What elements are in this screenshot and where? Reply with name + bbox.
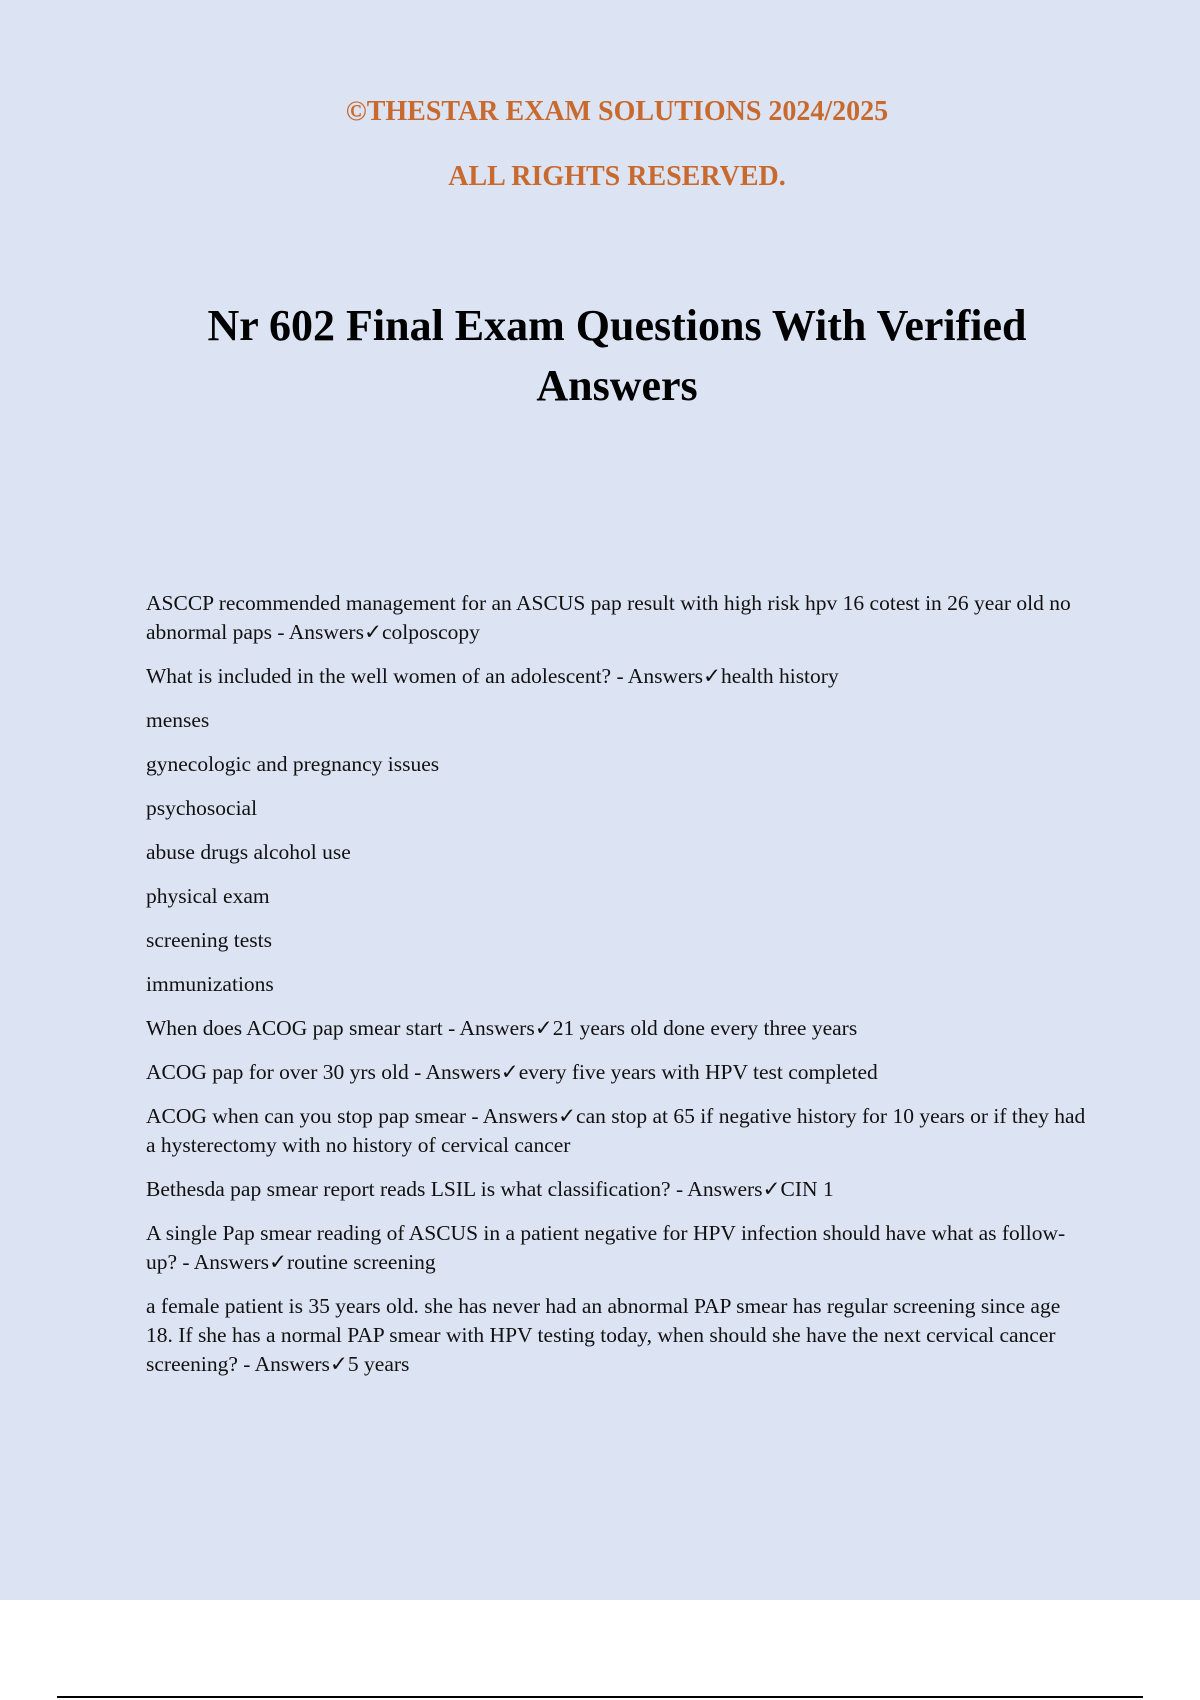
rights-reserved-line: ALL RIGHTS RESERVED. xyxy=(448,161,786,192)
list-item: psychosocial xyxy=(146,796,258,820)
copyright-line: ©THESTAR EXAM SOLUTIONS 2024/2025 xyxy=(345,96,889,127)
list-item: menses xyxy=(146,708,210,732)
footer-divider xyxy=(57,1696,1143,1698)
list-item: Bethesda pap smear report reads LSIL is what classification? - Answers✓CIN 1 xyxy=(146,1177,834,1201)
list-item: a female patient is 35 years old. she has never had an abnormal PAP smear has regular screening since age 18. If she has a normal PAP smear with HPV testing today, when should she have the next cervical cancer screening? - Answers✓5 years xyxy=(146,1294,1061,1376)
list-item: A single Pap smear reading of ASCUS in a patient negative for HPV infection should have what as follow-up? - Answers✓routine screening xyxy=(146,1221,1066,1274)
list-item: ACOG when can you stop pap smear - Answers✓can stop at 65 if negative history for 10 years or if they had a hysterectomy with no history of cervical cancer xyxy=(146,1104,1086,1157)
list-item: ACOG pap for over 30 yrs old - Answers✓every five years with HPV test completed xyxy=(146,1060,878,1084)
list-item: When does ACOG pap smear start - Answers✓21 years old done every three years xyxy=(146,1016,858,1040)
list-item: gynecologic and pregnancy issues xyxy=(146,752,440,776)
list-item: What is included in the well women of an adolescent? - Answers✓health history xyxy=(146,664,839,688)
list-item: immunizations xyxy=(146,972,274,996)
list-item: abuse drugs alcohol use xyxy=(146,840,351,864)
list-item: screening tests xyxy=(146,928,272,952)
question-answer-list xyxy=(146,589,1086,1394)
list-item: ASCCP recommended management for an ASCUS pap result with high risk hpv 16 cotest in 26 year old no abnormal paps - Answers✓colposcopy xyxy=(146,591,1071,644)
list-item: physical exam xyxy=(146,884,270,908)
document-title: Nr 602 Final Exam Questions With Verified Answers xyxy=(207,301,1027,410)
